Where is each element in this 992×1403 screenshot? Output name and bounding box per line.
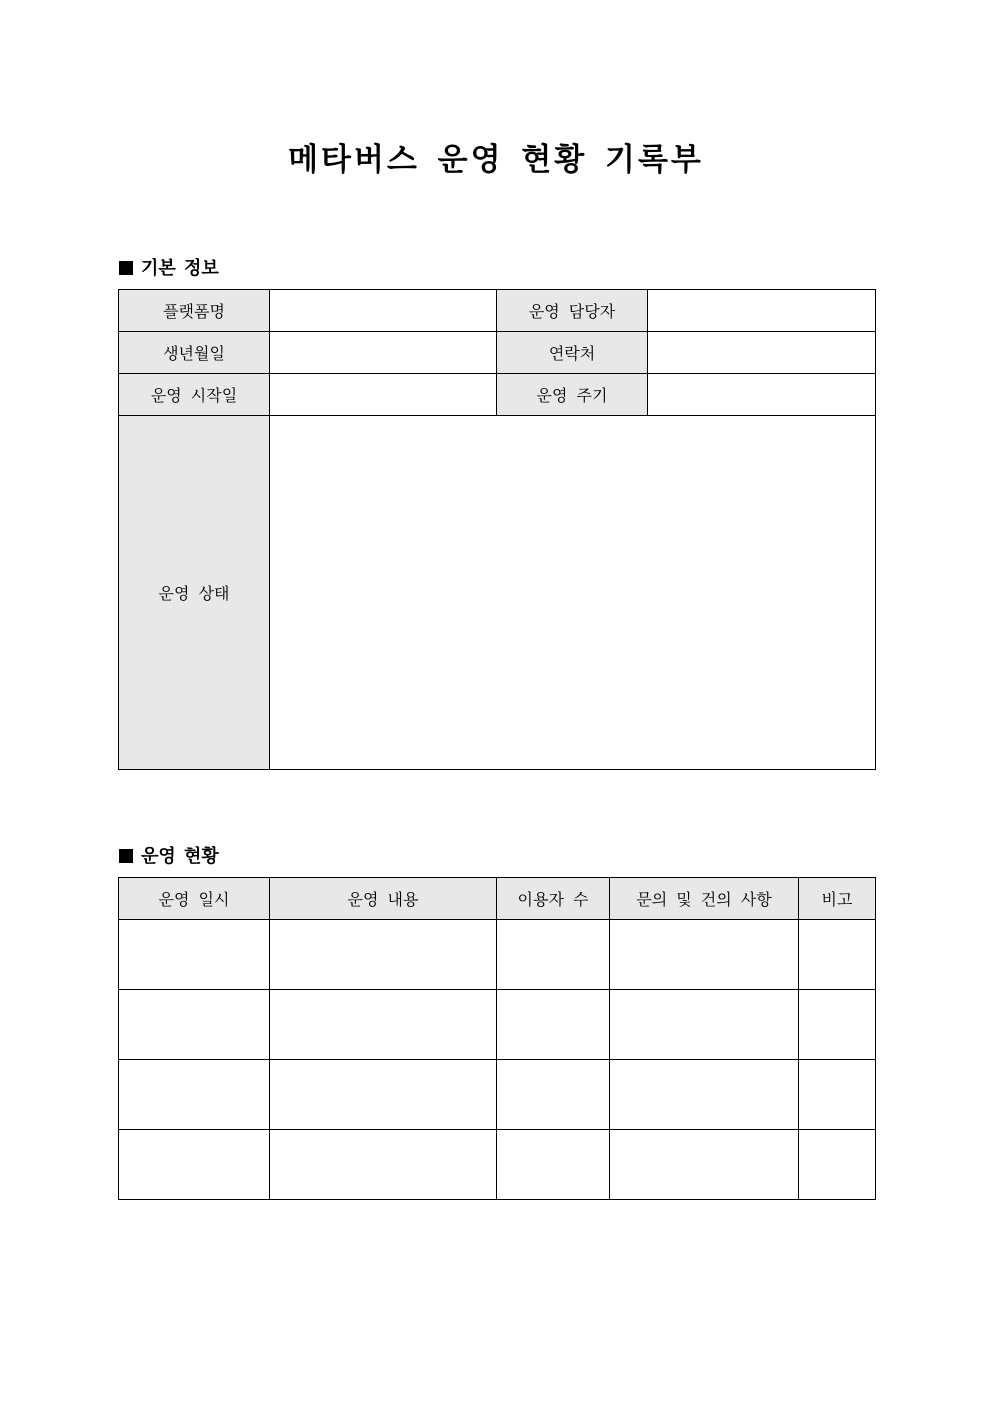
column-header-inquiries: 문의 및 건의 사항: [610, 878, 799, 920]
table-row: [119, 290, 876, 332]
datetime-cell[interactable]: [119, 1130, 270, 1200]
platform-name-label: 플랫폼명: [119, 290, 270, 332]
table-row: [119, 920, 876, 990]
contact-label: 연락처: [497, 332, 648, 374]
datetime-cell[interactable]: [119, 920, 270, 990]
datetime-cell[interactable]: [119, 1060, 270, 1130]
operator-label: 운영 담당자: [497, 290, 648, 332]
section-heading-operation-status: [119, 842, 219, 868]
table-row: [119, 1130, 876, 1200]
inquiries-cell[interactable]: [610, 1060, 799, 1130]
square-bullet-icon: [119, 261, 133, 275]
section-heading-label: 기본 정보: [141, 258, 219, 279]
user-count-cell[interactable]: [497, 990, 610, 1060]
table-row: [119, 374, 876, 416]
table-row: [119, 332, 876, 374]
column-header-content: 운영 내용: [270, 878, 497, 920]
content-cell[interactable]: [270, 920, 497, 990]
user-count-cell[interactable]: [497, 1060, 610, 1130]
table-row: [119, 990, 876, 1060]
page-title: 메타버스 운영 현황 기록부: [288, 142, 704, 178]
cycle-label: 운영 주기: [497, 374, 648, 416]
start-date-field[interactable]: [270, 374, 497, 416]
section-heading-basic-info: [119, 254, 219, 280]
remarks-cell[interactable]: [799, 920, 876, 990]
square-bullet-icon: [119, 849, 133, 863]
start-date-label: 운영 시작일: [119, 374, 270, 416]
user-count-cell[interactable]: [497, 1130, 610, 1200]
remarks-cell[interactable]: [799, 990, 876, 1060]
platform-name-field[interactable]: [270, 290, 497, 332]
contact-field[interactable]: [648, 332, 876, 374]
column-header-datetime: 운영 일시: [119, 878, 270, 920]
inquiries-cell[interactable]: [610, 1130, 799, 1200]
operation-status-table: [118, 877, 876, 1200]
basic-info-table: [118, 289, 876, 770]
content-cell[interactable]: [270, 1130, 497, 1200]
table-row: [119, 1060, 876, 1130]
section-heading-label: 운영 현황: [141, 846, 219, 867]
content-cell[interactable]: [270, 990, 497, 1060]
remarks-cell[interactable]: [799, 1130, 876, 1200]
birth-date-field[interactable]: [270, 332, 497, 374]
table-row: [119, 416, 876, 770]
content-cell[interactable]: [270, 1060, 497, 1130]
inquiries-cell[interactable]: [610, 920, 799, 990]
remarks-cell[interactable]: [799, 1060, 876, 1130]
status-label: 운영 상태: [119, 416, 270, 770]
birth-date-label: 생년월일: [119, 332, 270, 374]
column-header-user-count: 이용자 수: [497, 878, 610, 920]
table-header-row: [119, 878, 876, 920]
operator-field[interactable]: [648, 290, 876, 332]
cycle-field[interactable]: [648, 374, 876, 416]
datetime-cell[interactable]: [119, 990, 270, 1060]
status-field[interactable]: [270, 416, 876, 770]
inquiries-cell[interactable]: [610, 990, 799, 1060]
column-header-remarks: 비고: [799, 878, 876, 920]
user-count-cell[interactable]: [497, 920, 610, 990]
